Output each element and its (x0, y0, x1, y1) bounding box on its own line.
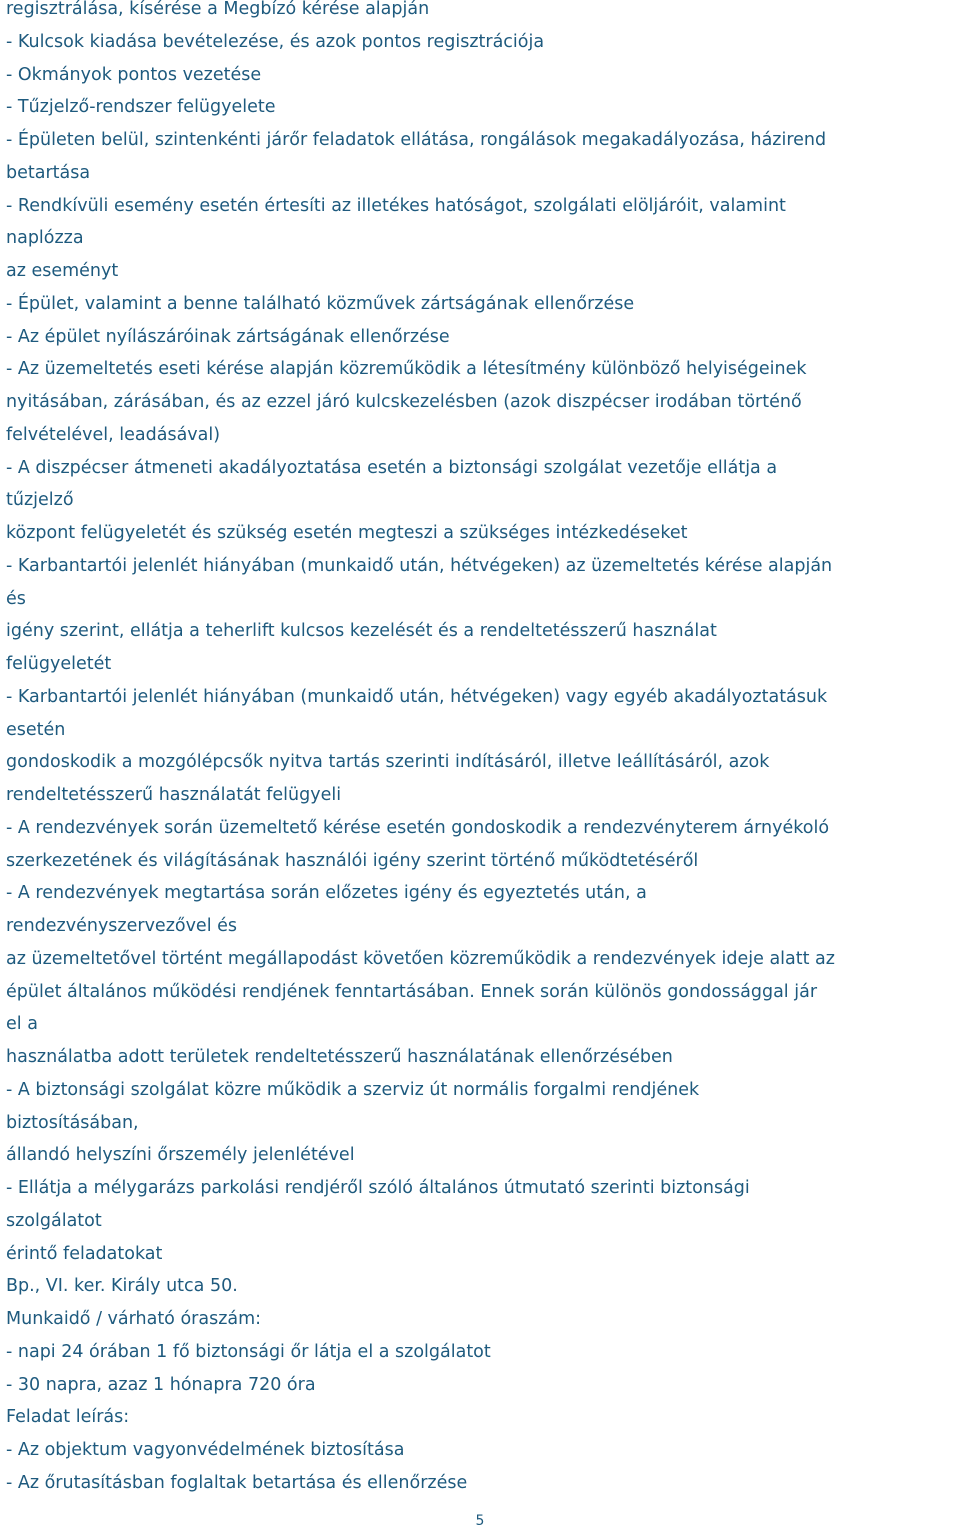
text-line: - Ellátja a mélygarázs parkolási rendjéről szóló általános útmutató szerinti biztonsági (6, 1178, 750, 1198)
text-line: állandó helyszíni őrszemély jelenlétével (6, 1145, 355, 1166)
text-line: - A diszpécser átmeneti akadályoztatása esetén a biztonsági szolgálat vezetője ellátja a (6, 457, 778, 478)
text-line: - Az objektum vagyonvédelmének biztosítása (6, 1440, 405, 1460)
text-line: - Kulcsok kiadása bevételezése, és azok pontos regisztrációja (6, 31, 545, 52)
text-line: felvételével, leadásával) (6, 424, 221, 445)
section-heading-task-description: Feladat leírás: (6, 1407, 130, 1428)
text-line: és (6, 588, 26, 609)
text-line: az eseményt (6, 261, 119, 281)
section-heading-working-hours: Munkaidő / várható óraszám: (6, 1309, 262, 1329)
page-number: 5 (475, 1513, 485, 1529)
text-line: - Rendkívüli esemény esetén értesíti az illetékes hatóságot, szolgálati elöljáróit, valamint (6, 195, 786, 216)
text-line: naplózza (6, 228, 84, 249)
text-line: gondoskodik a mozgólépcsők nyitva tartás szerinti indításáról, illetve leállításáról, azok (6, 752, 770, 773)
text-line: rendezvényszervezővel és (6, 916, 238, 936)
text-line: igény szerint, ellátja a teherlift kulcsos kezelését és a rendeltetésszerű használat (6, 621, 717, 642)
text-line: - napi 24 órában 1 fő biztonsági őr látja el a szolgálatot (6, 1341, 491, 1362)
text-line: szerkezetének és világításának használói igény szerint történő működtetéséről (6, 850, 699, 871)
document-body (6, 0, 958, 1500)
text-line: - Karbantartói jelenlét hiányában (munkaidő után, hétvégeken) az üzemeltetés kérése alapján (6, 555, 833, 576)
text-line: biztosításában, (6, 1112, 139, 1133)
text-line: - Az őrutasításban foglaltak betartása és ellenőrzése (6, 1472, 468, 1493)
text-line: tűzjelző (6, 490, 74, 511)
text-line: - 30 napra, azaz 1 hónapra 720 óra (6, 1374, 316, 1395)
text-line: betartása (6, 162, 91, 183)
text-line: - A rendezvények megtartása során előzetes igény és egyeztetés után, a (6, 883, 647, 904)
text-line: esetén (6, 719, 66, 740)
text-line: felügyeletét (6, 654, 112, 674)
text-line: szolgálatot (6, 1210, 102, 1231)
text-line: nyitásában, zárásában, és az ezzel járó kulcskezelésben (azok diszpécser irodában történő (6, 392, 802, 412)
text-line: - Épületen belül, szintenkénti járőr feladatok ellátása, rongálások megakadályozása, házirend (6, 130, 827, 150)
text-line: épület általános működési rendjének fenntartásában. Ennek során különös gondossággal jár (6, 981, 818, 1002)
text-line: regisztrálása, kísérése a Megbízó kérése alapján (6, 0, 430, 19)
text-line: - A biztonsági szolgálat közre működik a szerviz út normális forgalmi rendjének (6, 1079, 700, 1100)
text-line: - Az épület nyílászáróinak zártságának ellenőrzése (6, 326, 450, 347)
text-line: - Épület, valamint a benne található közművek zártságának ellenőrzése (6, 293, 635, 314)
text-line: el a (6, 1014, 38, 1035)
text-line: - Okmányok pontos vezetése (6, 64, 262, 85)
text-line: - Tűzjelző-rendszer felügyelete (6, 97, 276, 118)
text-line: érintő feladatokat (6, 1243, 163, 1264)
text-line: - Az üzemeltetés eseti kérése alapján közreműködik a létesítmény különböző helyiségeinek (6, 359, 807, 380)
text-line: az üzemeltetővel történt megállapodást követően közreműködik a rendezvények ideje alatt az (6, 948, 835, 969)
text-line: használatba adott területek rendeltetésszerű használatának ellenőrzésében (6, 1047, 673, 1067)
text-line: központ felügyeletét és szükség esetén megteszi a szükséges intézkedéseket (6, 523, 688, 543)
text-line: - A rendezvények során üzemeltető kérése esetén gondoskodik a rendezvényterem árnyékoló (6, 817, 830, 838)
text-line: rendeltetésszerű használatát felügyeli (6, 785, 342, 805)
address-line: Bp., VI. ker. Király utca 50. (6, 1276, 238, 1297)
text-line: - Karbantartói jelenlét hiányában (munkaidő után, hétvégeken) vagy egyéb akadályoztatásuk (6, 686, 828, 707)
